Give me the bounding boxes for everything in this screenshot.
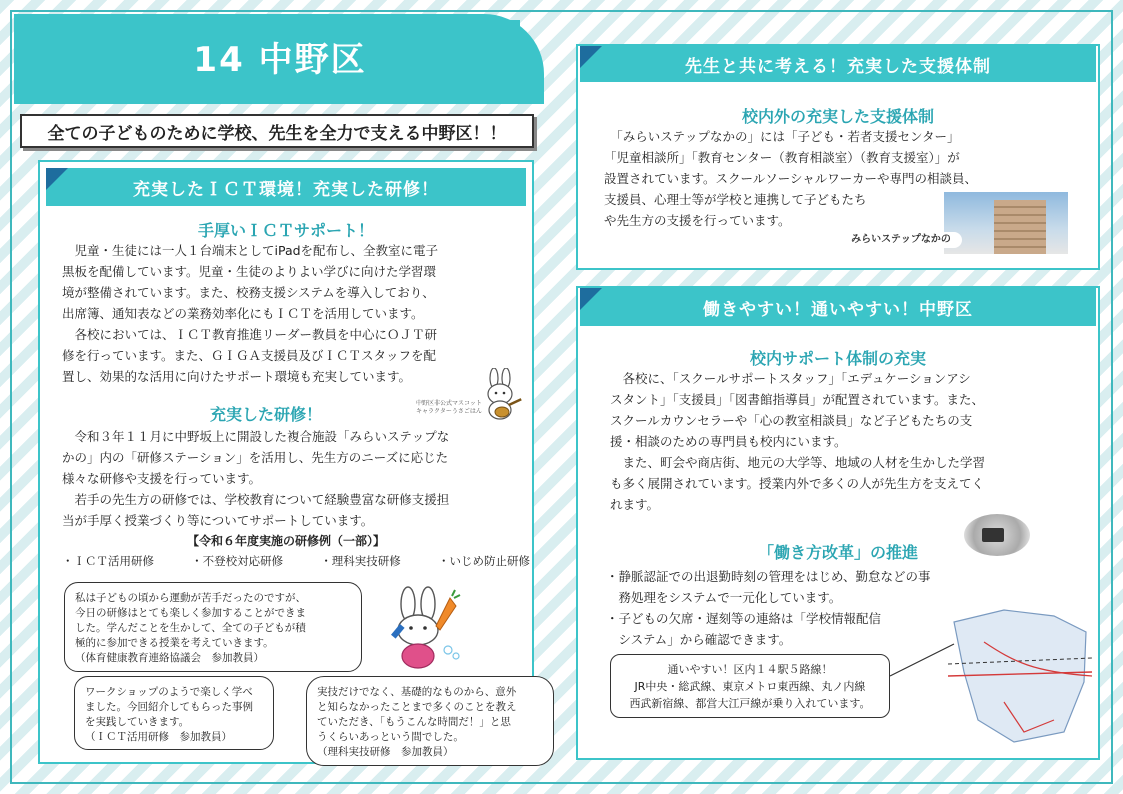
left-panel-heading: 充実したＩＣＴ環境！充実した研修！	[46, 168, 526, 206]
bubble-line: を実践していきます。	[85, 716, 190, 728]
support-line: 支援員、心理士等が学校と連携して子どもたち	[604, 192, 867, 207]
bubble-line: うくらいあっという間でした。	[317, 731, 464, 743]
reform-line: ・静脈認証での出退勤時刻の管理をはじめ、勤怠などの事	[606, 569, 931, 584]
reform-line: 務処理をシステムで一元化しています。	[606, 590, 842, 605]
reform-line: システム」から確認できます。	[606, 632, 792, 647]
corner-accent	[580, 288, 602, 310]
training-example: ・ＩＣＴ活用研修	[62, 554, 154, 568]
support-line: 設置されています。スクールソーシャルワーカーや専門の相談員、	[604, 171, 978, 186]
bubble-line: 極的に参加できる授業を考えていきます。	[75, 637, 274, 649]
speech-bubble-ict	[74, 676, 274, 750]
bubble-line: （ＩＣＴ活用研修 参加教員）	[85, 731, 232, 743]
ict-line: 黒板を配備しています。児童・生徒のよりよい学びに向けた学習環	[62, 264, 437, 279]
training-line: 当が手厚く授業づくり等についてサポートしています。	[62, 513, 374, 528]
support-line: 「児童相談所」「教育センター（教育相談室）（教育支援室）」が	[604, 150, 960, 165]
bubble-line: （体育健康教育連絡協議会 参加教員）	[75, 652, 264, 664]
training-example: ・不登校対応研修	[191, 554, 284, 568]
speech-bubble-pe	[64, 582, 362, 672]
page-title: 14 中野区	[40, 20, 520, 92]
bubble-line: ていただき、「もうこんな時間だ！」と思	[317, 716, 511, 728]
support-line: 「みらいステップなかの」には「子ども・若者支援センター」	[604, 129, 960, 144]
train-line: JR中央・総武線、東京メトロ東西線、丸ノ内線	[634, 680, 866, 693]
ict-line: 置し、効果的な活用に向けたサポート環境も充実しています。	[62, 369, 412, 384]
building-shape	[994, 200, 1046, 254]
school-support-line: 各校に、「スクールサポートスタッフ」「エデュケーションアシ	[610, 371, 971, 386]
callout-line	[888, 640, 958, 680]
mirai-step-logo: みらいステップなかの	[840, 232, 962, 248]
training-line: かの」内の「研修ステーション」を活用し、先生方のニーズに応じた	[62, 450, 449, 465]
school-support-line: 援・相談のための専門員も校内にいます。	[610, 434, 847, 449]
train-access-box	[610, 654, 890, 718]
right-bottom-heading: 働きやすい！通いやすい！中野区	[580, 288, 1096, 326]
bubble-line: ました。今回紹介してもらった事例	[85, 701, 253, 713]
school-support-line: スタント」「支援員」「図書館指導員」が配置されています。また、	[610, 392, 985, 407]
train-line: 通いやすい！区内１４駅５路線！	[667, 663, 833, 676]
school-support-line: も多く展開されています。授業内外で多くの人が先生方を支えてく	[610, 476, 985, 491]
ict-body	[62, 240, 530, 387]
school-support-line: れます。	[610, 497, 660, 512]
corner-accent	[580, 46, 602, 68]
bubble-line: と知らなかったことまで多くのことを教え	[317, 701, 517, 713]
school-support-line: スクールカウンセラーや「心の教室相談員」など子どもたちの支	[610, 413, 973, 428]
bubble-line: 実技だけでなく、基礎的なものから、意外	[317, 686, 517, 698]
training-line: 様々な研修や支援を行っています。	[62, 471, 262, 486]
mascot-caption: 中野区非公式マスコットキャラクターうさごはん	[416, 400, 482, 415]
ict-title: 手厚いＩＣＴサポート！	[197, 221, 374, 240]
training-examples-title: 【令和６年度実施の研修例（一部）】	[186, 534, 385, 548]
training-body	[62, 426, 530, 531]
school-support-title: 校内サポート体制の充実	[749, 349, 926, 368]
bubble-line: した。学んだことを生かして、全ての子どもが積	[75, 622, 306, 634]
work-reform-title: 「働き方改革」の推進	[757, 543, 918, 562]
train-line: 西武新宿線、都営大江戸線が乗り入れています。	[629, 697, 871, 710]
training-line: 若手の先生方の研修では、学校教育について経験豊富な研修支援担	[62, 492, 450, 507]
corner-accent	[46, 168, 68, 190]
ict-line: 各校においては、ＩＣＴ教育推進リーダー教員を中心にＯＪＴ研	[62, 327, 438, 342]
support-line: や先生方の支援を行っています。	[604, 213, 791, 228]
training-title: 充実した研修！	[209, 405, 322, 424]
rabbit-mascot-icon	[370, 586, 470, 672]
reform-line: ・子どもの欠席・遅刻等の連絡は「学校情報配信	[606, 611, 882, 626]
bubble-line: （理科実技研修 参加教員）	[317, 746, 454, 758]
building-photo	[944, 192, 1068, 254]
support-system-title: 校内外の充実した支援体制	[741, 107, 934, 126]
speech-bubble-science	[306, 676, 554, 766]
training-examples-list	[62, 553, 530, 569]
bubble-line: 今日の研修はとても楽しく参加することができま	[75, 607, 306, 619]
ict-line: 児童・生徒には一人１台端末としてiPadを配布し、全教室に電子	[62, 243, 439, 258]
slogan-banner: 全ての子どものために学校、先生を全力で支える中野区！！	[20, 114, 534, 148]
nakano-map-icon	[944, 602, 1096, 752]
training-example: ・理科実技研修	[320, 554, 401, 568]
bubble-line: 私は子どもの頃から運動が苦手だったのですが、	[75, 592, 306, 604]
training-example: ・いじめ防止研修	[437, 554, 530, 568]
training-line: 令和３年１１月に中野坂上に開設した複合施設「みらいステップな	[62, 429, 450, 444]
bubble-line: ワークショップのようで楽しく学べ	[85, 686, 253, 698]
school-support-line: また、町会や商店街、地元の大学等、地域の人材を生かした学習	[610, 455, 986, 470]
ict-line: 出席簿、通知表などの業務効率化にもＩＣＴを活用しています。	[62, 306, 424, 321]
ict-line: 修を行っています。また、ＧＩＧＡ支援員及びＩＣＴスタッフを配	[62, 348, 437, 363]
right-top-heading: 先生と共に考える！充実した支援体制	[580, 46, 1096, 82]
school-support-body	[610, 368, 1080, 515]
ict-line: 境が整備されています。また、校務支援システムを導入しており、	[62, 285, 435, 300]
